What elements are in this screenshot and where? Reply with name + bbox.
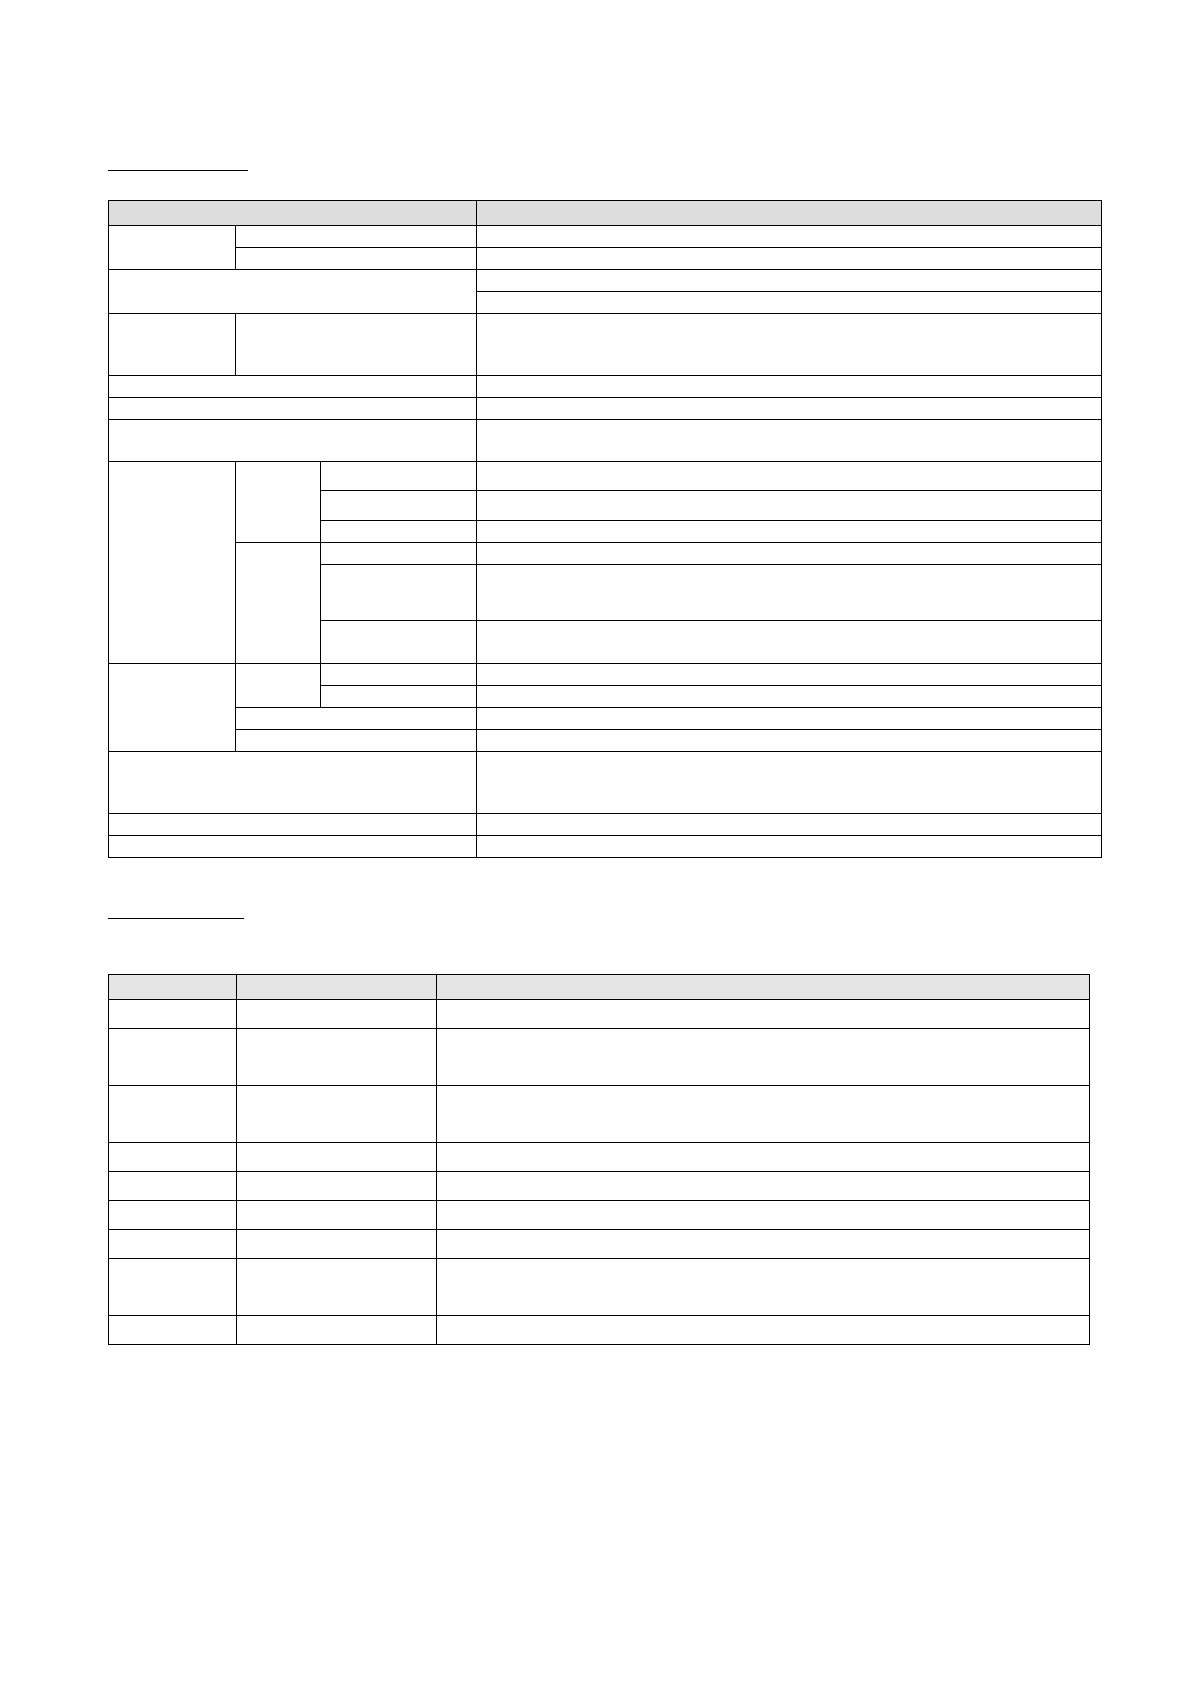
table-cell — [437, 1086, 1090, 1143]
table-cell — [321, 462, 477, 491]
table-cell — [477, 752, 1102, 814]
table-cell — [477, 521, 1102, 543]
table-cell — [321, 664, 477, 686]
section-2-heading — [108, 894, 244, 919]
table-cell — [477, 376, 1102, 398]
table-cell — [477, 420, 1102, 462]
table-cell — [236, 730, 477, 752]
table-cell — [477, 730, 1102, 752]
table-row — [109, 462, 1102, 491]
table-header-row — [109, 975, 1090, 1000]
table-cell — [477, 314, 1102, 376]
table-cell — [477, 543, 1102, 565]
table-cell — [477, 398, 1102, 420]
table-cell — [477, 836, 1102, 858]
table-cell — [237, 1230, 437, 1259]
table-row — [109, 836, 1102, 858]
table-cell — [437, 1259, 1090, 1316]
table-cell — [477, 226, 1102, 248]
header-cell — [437, 975, 1090, 1000]
table-cell — [321, 621, 477, 664]
table-cell — [237, 1201, 437, 1230]
table-row — [109, 1172, 1090, 1201]
section-1-heading — [108, 146, 248, 171]
table-cell — [236, 708, 477, 730]
table-cell — [477, 708, 1102, 730]
table-row — [109, 226, 1102, 248]
code-table — [108, 974, 1090, 1345]
table-cell — [437, 1201, 1090, 1230]
table-row — [109, 314, 1102, 376]
table-cell — [477, 814, 1102, 836]
header-cell — [109, 975, 237, 1000]
table-cell — [437, 1172, 1090, 1201]
table-row — [109, 1201, 1090, 1230]
table-row — [109, 398, 1102, 420]
table-cell — [109, 226, 236, 270]
table-cell — [321, 565, 477, 621]
table-cell — [477, 491, 1102, 521]
table-cell — [477, 565, 1102, 621]
table-row — [109, 248, 1102, 270]
header-item-cell — [109, 201, 477, 226]
header-cell — [237, 975, 437, 1000]
table-row — [109, 1259, 1090, 1316]
table-cell — [477, 686, 1102, 708]
table-cell — [477, 462, 1102, 491]
table-cell — [109, 836, 477, 858]
table-cell — [109, 664, 236, 752]
table-cell — [109, 752, 477, 814]
table-header-row — [109, 201, 1102, 226]
table-cell — [109, 1201, 237, 1230]
table-cell — [437, 1000, 1090, 1029]
table-cell — [437, 1230, 1090, 1259]
table-cell — [237, 1172, 437, 1201]
table-cell — [437, 1316, 1090, 1345]
table-cell — [109, 270, 477, 314]
table-cell — [477, 621, 1102, 664]
table-cell — [109, 1086, 237, 1143]
table-cell — [109, 1259, 237, 1316]
table-cell — [109, 398, 477, 420]
table-cell — [236, 248, 477, 270]
table-row — [109, 420, 1102, 462]
table-cell — [437, 1143, 1090, 1172]
table-cell — [109, 1029, 237, 1086]
table-cell — [321, 491, 477, 521]
table-row — [109, 376, 1102, 398]
table-cell — [236, 226, 477, 248]
table-cell — [236, 543, 321, 664]
table-cell — [321, 686, 477, 708]
table-cell — [109, 314, 236, 376]
table-cell — [109, 420, 477, 462]
table-cell — [321, 521, 477, 543]
table-row — [109, 1086, 1090, 1143]
table-cell — [109, 1316, 237, 1345]
table-cell — [477, 664, 1102, 686]
table-row — [109, 814, 1102, 836]
table-cell — [321, 543, 477, 565]
header-description-cell — [477, 201, 1102, 226]
table-cell — [237, 1259, 437, 1316]
table-cell — [237, 1086, 437, 1143]
table-cell — [477, 248, 1102, 270]
table-row — [109, 730, 1102, 752]
table-row — [109, 1000, 1090, 1029]
table-cell — [237, 1143, 437, 1172]
table-cell — [109, 376, 477, 398]
table-row — [109, 543, 1102, 565]
table-row — [109, 1143, 1090, 1172]
table-row — [109, 708, 1102, 730]
table-row — [109, 1029, 1090, 1086]
table-cell — [237, 1000, 437, 1029]
table-cell — [236, 664, 321, 708]
table-cell — [109, 1000, 237, 1029]
table-cell — [237, 1029, 437, 1086]
table-cell — [109, 1172, 237, 1201]
table-cell — [109, 1230, 237, 1259]
table-cell — [109, 462, 236, 664]
table-cell — [236, 462, 321, 543]
table-cell — [437, 1029, 1090, 1086]
table-cell — [109, 1143, 237, 1172]
table-row — [109, 270, 1102, 292]
table-row — [109, 1316, 1090, 1345]
table-cell — [236, 314, 477, 376]
table-cell — [237, 1316, 437, 1345]
table-row — [109, 1230, 1090, 1259]
table-row — [109, 752, 1102, 814]
table-cell — [477, 292, 1102, 314]
table-row — [109, 664, 1102, 686]
table-cell — [109, 814, 477, 836]
table-cell — [477, 270, 1102, 292]
specification-table — [108, 200, 1102, 858]
